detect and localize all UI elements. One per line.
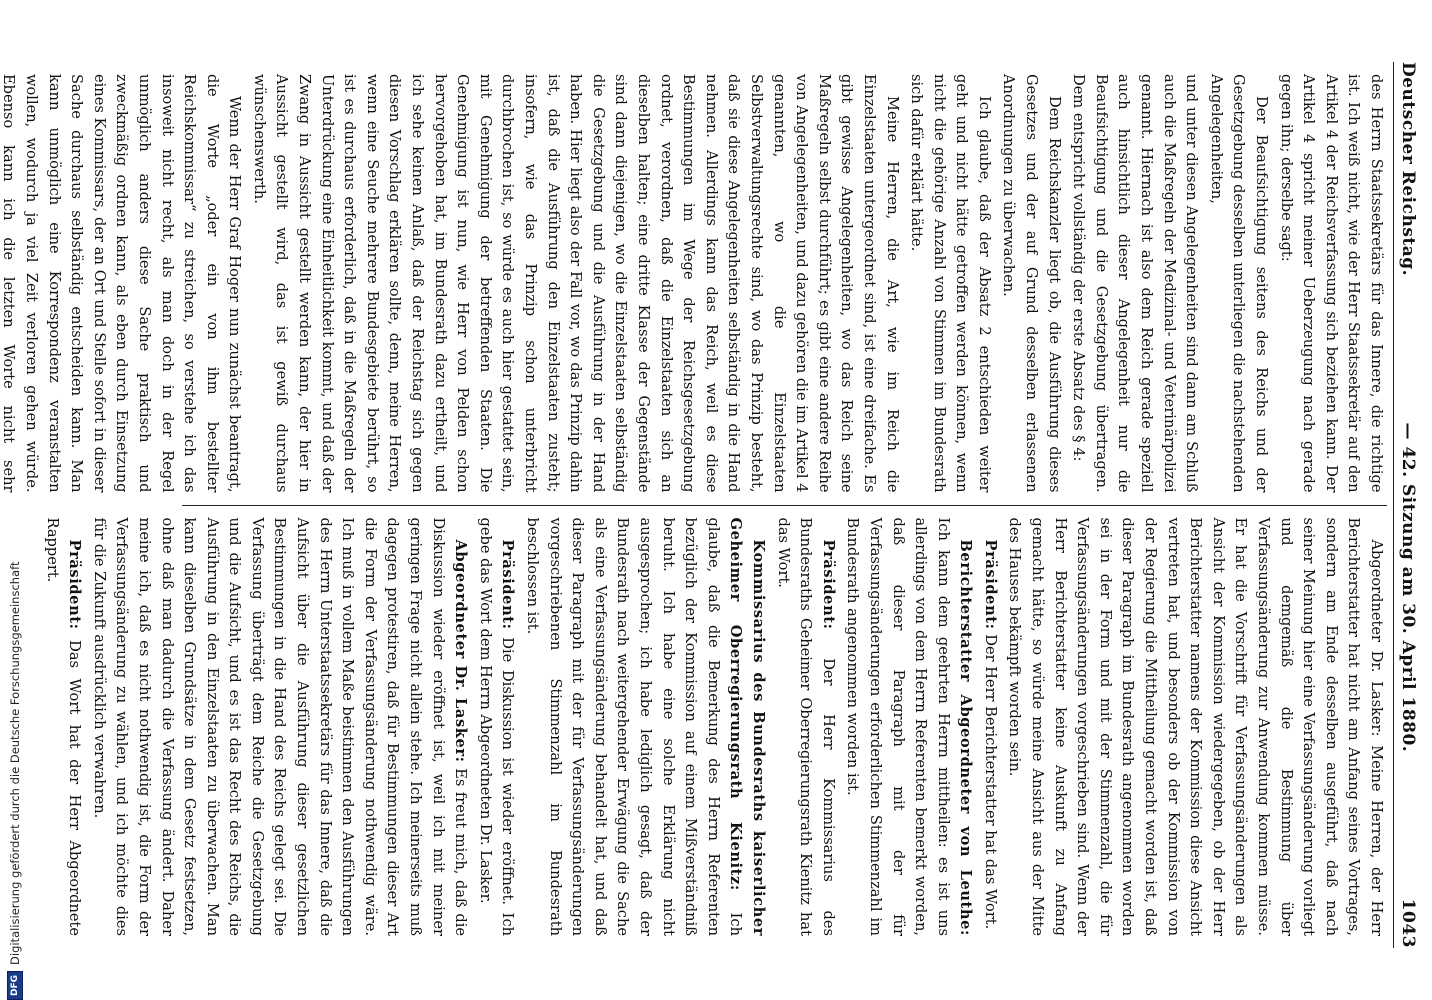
speech-paragraph: Berichterstatter Abgeordneter von Leuthe: Ich kann dem geehrten Herrn mittheilen: es ist uns allerdings von dem Herrn Referenten bemerkt worden, daß dieser Paragraph mit der für Verfassungsänderungen erforderlichen Stimmenzahl im Bundesrath angenommen worden ist. [844,517,975,936]
column-left [0,62,1387,506]
speaker-label: Präsident: [499,539,517,630]
speech-paragraph: Abgeordneter Dr. Lasker: Es freut mich, daß die Diskussion wieder eröffnet ist, weil ich mit meiner geringen Frage nicht allein stehe. Ich meinerseits muß dagegen protestiren, daß für Bestimmungen dieser Art die Form der Verfassungsänderung nothwendig wäre. Ich muß in vollem Maße beistimmen den Ausführungen des Herrn Unterstaatssekretärs für das Innere, daß die Aufsicht über die Ausführung dieser gesetzlichen Bestimmungen in die Hand des Reichs gelegt sei. Die Verfassung überträgt dem Reiche die Gesetzgebung und die Aufsicht, und es ist das Recht des Reichs, die Ausführung in den Einzelstaaten zu überwachen. Man kann dieselben Grundsätze in dem Gesetz festsetzen, ohne daß man dadurch die Verfassung ändert. Daher meine ich, daß es nicht nothwendig ist, die Form der Verfassungsänderung zu wählen, und ich möchte dies für die Zukunft ausdrücklich verwahren. [90,517,470,936]
digitization-footer [2,561,24,1000]
speaker-label: Präsident: [66,539,84,630]
paragraph: Ich glaube, daß der Absatz 2 entschieden weiter geht und nicht hätte getroffen werden können, wenn nicht die gehörige Anzahl von Stimmen im Bundesrath sich dafür erklärt hätte. [908,74,993,493]
quote-paragraph: Der Beaufsichtigung seitens des Reichs und der Gesetzgebung desselben unterliegen die nachstehenden Angelegenheiten, [1207,74,1271,493]
running-head [1393,62,1418,948]
speech-paragraph: Kommissarius des Bundesraths kaiserlicher Geheimer Oberregierungsrath Kienitz: Ich glaube, daß die Bemerkung des Herrn Referenten bezüglich der Kommission auf einem Mißverständniß beruht. Ich habe eine solche Erklärung nicht ausgesprochen; ich habe lediglich gesagt, daß der Bundesrath nach weitergehender Erwägung die Sache als eine Verfassungsänderung behandelt hat, und daß dieser Paragraph mit der für Verfassungsänderungen vorgeschriebenen Stimmenzahl im Bundesrath beschlossen ist. [524,517,767,937]
page-number: 1043 [1398,898,1418,948]
paragraph: Meine Herren, die Art, wie im Reich die Einzelstaaten untergeordnet sind, ist eine dreifache. Es gibt gewisse Angelegenheiten, wo das Reich seine Maßregeln selbst durchführt; es gibt eine andere Reihe von Angelegenheiten, und dazu gehören die im Artikel 4 genannten, wo die Einzelstaaten Selbstverwaltungsrechte sind, wo das Prinzip besteht, daß sie diese Angelegenheiten selbständig in die Hand nehmen. Allerdings kann das Reich, weil es diese Bestimmungen im Wege der Reichsgesetzgebung ordnet, verordnen, daß die Einzelstaaten sich an dieselben halten; eine dritte Klasse der Gegenstände sind dann diejenigen, wo die Einzelstaaten selbständig die Gesetzgebung und die Ausführung in der Hand haben. Hier liegt also der Fall vor, wo das Prinzip dahin ist, daß die Ausführung den Einzelstaaten zusteht; insofern, wie das Prinzip schon unterbricht durchbrochen ist, so würde es auch hier gestattet sein, mit Genehmigung der betreffenden Staaten. Die Genehmigung ist nun, wie Herr von Pelden schon hervorgehoben hat, im Bundesrath dazu ertheilt, und ich sehe keinen Anlaß, daß der Reichstag sich gegen diesen Vorschlag erklären sollte, denn, meine Herren, wenn eine Seuche mehrere Bundesgebiete berührt, so ist es durchaus erforderlich, daß in die Maßregeln der Unterdrückung eine Einheitlichkeit kommt, und daß der Zwang in Aussicht gestellt werden kann, der hier in Aussicht gestellt wird, das ist gewiß durchaus wünschenswerth. [250,74,901,493]
paragraph: und unter diesen Angelegenheiten sind dann am Schluß auch die Maßregeln der Medizinal- und Veterinärpolizei genannt. Hiernach ist also dem Reich gerade speziell auch hinsichtlich dieser Angelegenheit nur die Beaufsichtigung und die Gesetzgebung übertragen. Dem entspricht vollständig der erste Absatz des § 4: [1070,74,1201,493]
speaker-label: Präsident: [819,539,837,630]
header-center: — 42. Sitzung am 30. April 1880. [1398,422,1418,753]
speaker-label: Kommissarius des Bundesraths kaiserlicher Geheimer Oberregierungsrath Kienitz: [727,517,767,936]
quote-paragraph: Dem Reichskanzler liegt ob, die Ausführung dieses Gesetzes und der auf Grund desselben erlassenen Anordnungen zu überwachen. [1000,74,1063,493]
speech-paragraph: Präsident: Das Wort hat der Herr Abgeordnete Rappert. [43,517,84,936]
dfg-logo: DFG [7,971,23,1000]
paragraph: des Herrn Staatssekretärs für das Innere, die richtige ist. Ich weiß nicht, wie der Herr Staatssekretär auf den Artikel 4 der Reichsverfassung sich beziehen kann. Der Artikel 4 spricht meiner Ueberzeugung nach gerade gegen ihn; derselbe sagt: [1277,74,1385,493]
speaker-label: Abgeordneter Dr. Lasker: [452,539,470,763]
speech-paragraph: Präsident: Die Diskussion ist wieder eröffnet. Ich gebe das Wort dem Herrn Abgeordneten Dr. Lasker. [476,517,517,937]
speech-paragraph: Präsident: Der Herr Berichterstatter hat das Wort. [981,539,999,930]
speech-paragraph: Abgeordneter Dr. Lasker: Meine Herren, der Herr Berichterstatter hat nicht am Anfang seines Vortrages, sondern am Ende desselben ausgeführt, daß nach seiner Meinung hier eine Verfassungsänderung vorliegt und demgemäß die Bestimmung über Verfassungsänderung zur Anwendung kommen müsse. Er hat die Vorschrift für Verfassungsänderungen als Ansicht der Kommission wiedergegeben, ob der Herr Berichterstatter namens der Kommission diese Ansicht vertreten hat, und besonders ob der Kommission von der Regierung die Mittheilung gemacht worden ist, daß dieser Paragraph im Bundesrath angenommen worden sei in der Form und mit der Stimmenzahl, die für Verfassungsänderungen vorgeschrieben sind. Wenn der Herr Berichterstatter keine Auskunft zu Anfang gemacht hätte, so würde meine Ansicht aus der Mitte des Hauses bekämpft worden sein. [1006,517,1385,936]
header-left: Deutscher Reichstag. [1398,62,1418,277]
speaker-label: Präsident: [981,539,999,630]
speaker-label: Berichterstatter Abgeordneter von Leuthe: [957,539,975,936]
digitization-note: Digitalisierung gefördert durch die Deutsche Forschungsgemeinschaft [8,561,22,965]
speech-paragraph: Präsident: Der Herr Kommissarius des Bundesraths Geheimer Oberregierungsrath Kienitz hat das Wort. [774,517,837,936]
paragraph: Wenn der Herr Graf Hoger nun zunächst beantragt, die Worte „oder ein von ihm bestellter Reichskommissar“ zu streichen, so verstehe ich das insoweit nicht recht, als man doch in der Regel unmöglich anders diese Sache praktisch und zweckmäßig ordnen kann, als eben durch Einsetzung eines Kommissars, der an Ort und Stelle sofort in dieser Sache durchaus selbständig entscheiden kann. Man kann unmöglich eine Korrespondenz veranstalten wollen, wodurch ja viel Zeit verloren gehen würde. Ebenso kann ich die letzten Worte nicht sehr [0,74,244,493]
column-right [43,506,1387,949]
